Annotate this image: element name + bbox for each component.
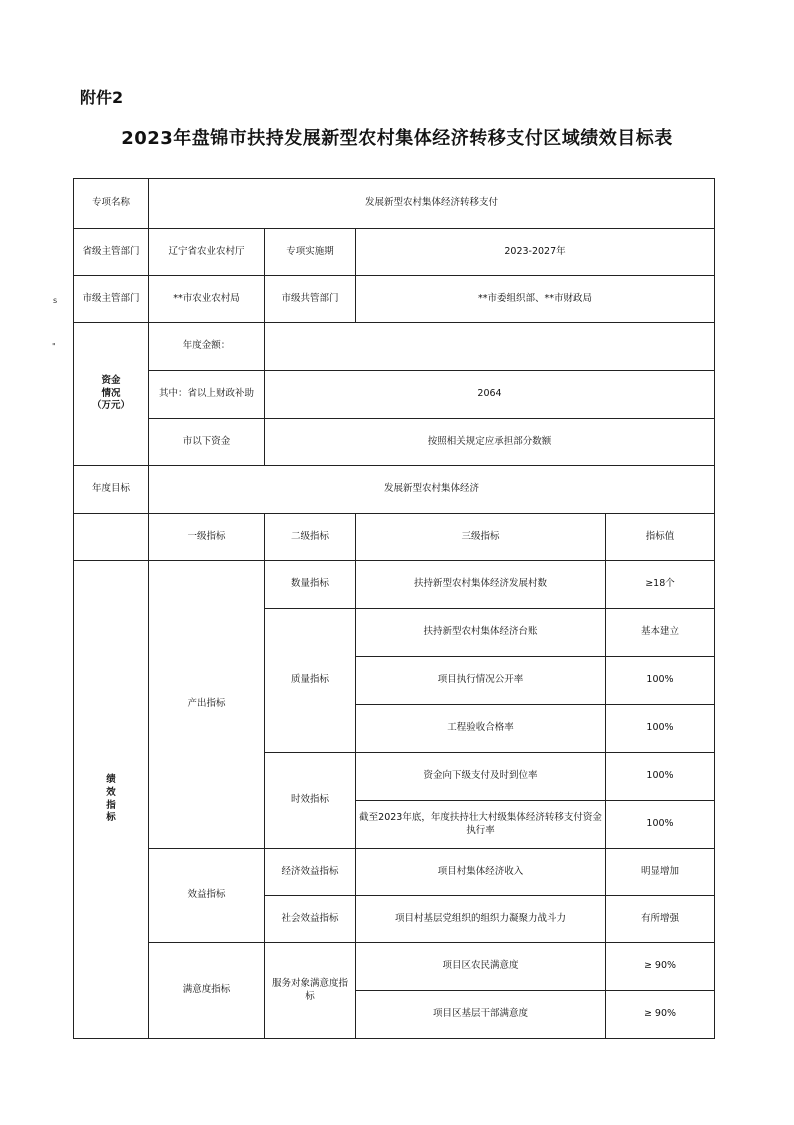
project-name-label: 专项名称 <box>74 179 149 229</box>
funds-label-line3: （万元） <box>91 400 130 412</box>
indicator-name: 截至2023年底，年度扶持壮大村级集体经济转移支付资金执行率 <box>356 801 606 849</box>
provincial-subsidy-value: 2064 <box>265 371 715 419</box>
attachment-label: 附件2 <box>80 88 124 107</box>
annual-goal-value: 发展新型农村集体经济 <box>149 466 715 514</box>
period-value: 2023-2027年 <box>356 229 715 276</box>
indicator-value: 100% <box>606 657 715 705</box>
perf-char: 效 <box>106 786 116 798</box>
service-satisfaction-label: 服务对象满意度指标 <box>265 943 356 1039</box>
perf-char: 绩 <box>106 773 116 785</box>
economic-indicator-label: 经济效益指标 <box>265 849 356 896</box>
province-dept-label: 省级主管部门 <box>74 229 149 276</box>
city-dept-value: **市农业农村局 <box>149 276 265 323</box>
funds-label-line1: 资金 <box>101 374 121 386</box>
indicator-name: 资金向下级支付及时到位率 <box>356 753 606 801</box>
timeliness-indicator-label: 时效指标 <box>265 753 356 849</box>
city-funds-value: 按照相关规定应承担部分数额 <box>265 419 715 466</box>
city-coop-label: 市级共管部门 <box>265 276 356 323</box>
performance-target-table <box>73 178 715 1039</box>
benefit-indicator-label: 效益指标 <box>149 849 265 943</box>
indicator-name: 项目执行情况公开率 <box>356 657 606 705</box>
performance-indicator-label <box>74 561 149 1039</box>
annual-amount-label: 年度金额： <box>149 323 265 371</box>
header-blank <box>74 514 149 561</box>
indicator-value: 明显增加 <box>606 849 715 896</box>
satisfaction-indicator-label: 满意度指标 <box>149 943 265 1039</box>
header-level3: 三级指标 <box>356 514 606 561</box>
margin-mark: s <box>53 296 58 305</box>
header-level2: 二级指标 <box>265 514 356 561</box>
social-indicator-label: 社会效益指标 <box>265 896 356 943</box>
city-dept-label: 市级主管部门 <box>74 276 149 323</box>
indicator-name: 项目区农民满意度 <box>356 943 606 991</box>
header-level1: 一级指标 <box>149 514 265 561</box>
indicator-value: 有所增强 <box>606 896 715 943</box>
indicator-name: 项目区基层干部满意度 <box>356 991 606 1039</box>
period-label: 专项实施期 <box>265 229 356 276</box>
margin-mark: " <box>52 342 56 351</box>
indicator-value: ≥ 90% <box>606 991 715 1039</box>
indicator-name: 扶持新型农村集体经济台账 <box>356 609 606 657</box>
quality-indicator-label: 质量指标 <box>265 609 356 753</box>
page-title: 2023年盘锦市扶持发展新型农村集体经济转移支付区域绩效目标表 <box>121 128 673 149</box>
provincial-subsidy-label: 其中：省以上财政补助 <box>149 371 265 419</box>
indicator-name: 项目村集体经济收入 <box>356 849 606 896</box>
project-name-value: 发展新型农村集体经济转移支付 <box>149 179 715 229</box>
indicator-value: 100% <box>606 753 715 801</box>
annual-goal-label: 年度目标 <box>74 466 149 514</box>
indicator-name: 项目村基层党组织的组织力凝聚力战斗力 <box>356 896 606 943</box>
annual-amount-value <box>265 323 715 371</box>
province-dept-value: 辽宁省农业农村厅 <box>149 229 265 276</box>
perf-char: 指 <box>106 799 116 811</box>
funds-label-line2: 情况 <box>101 387 121 399</box>
indicator-value: ≥18个 <box>606 561 715 609</box>
indicator-value: 100% <box>606 705 715 753</box>
indicator-value: 100% <box>606 801 715 849</box>
indicator-name: 扶持新型农村集体经济发展村数 <box>356 561 606 609</box>
header-value: 指标值 <box>606 514 715 561</box>
indicator-value: ≥ 90% <box>606 943 715 991</box>
indicator-name: 工程验收合格率 <box>356 705 606 753</box>
city-coop-value: **市委组织部、**市财政局 <box>356 276 715 323</box>
indicator-value: 基本建立 <box>606 609 715 657</box>
output-indicator-label: 产出指标 <box>149 561 265 849</box>
perf-char: 标 <box>106 812 116 824</box>
funds-label <box>74 323 149 466</box>
quantity-indicator-label: 数量指标 <box>265 561 356 609</box>
city-funds-label: 市以下资金 <box>149 419 265 466</box>
